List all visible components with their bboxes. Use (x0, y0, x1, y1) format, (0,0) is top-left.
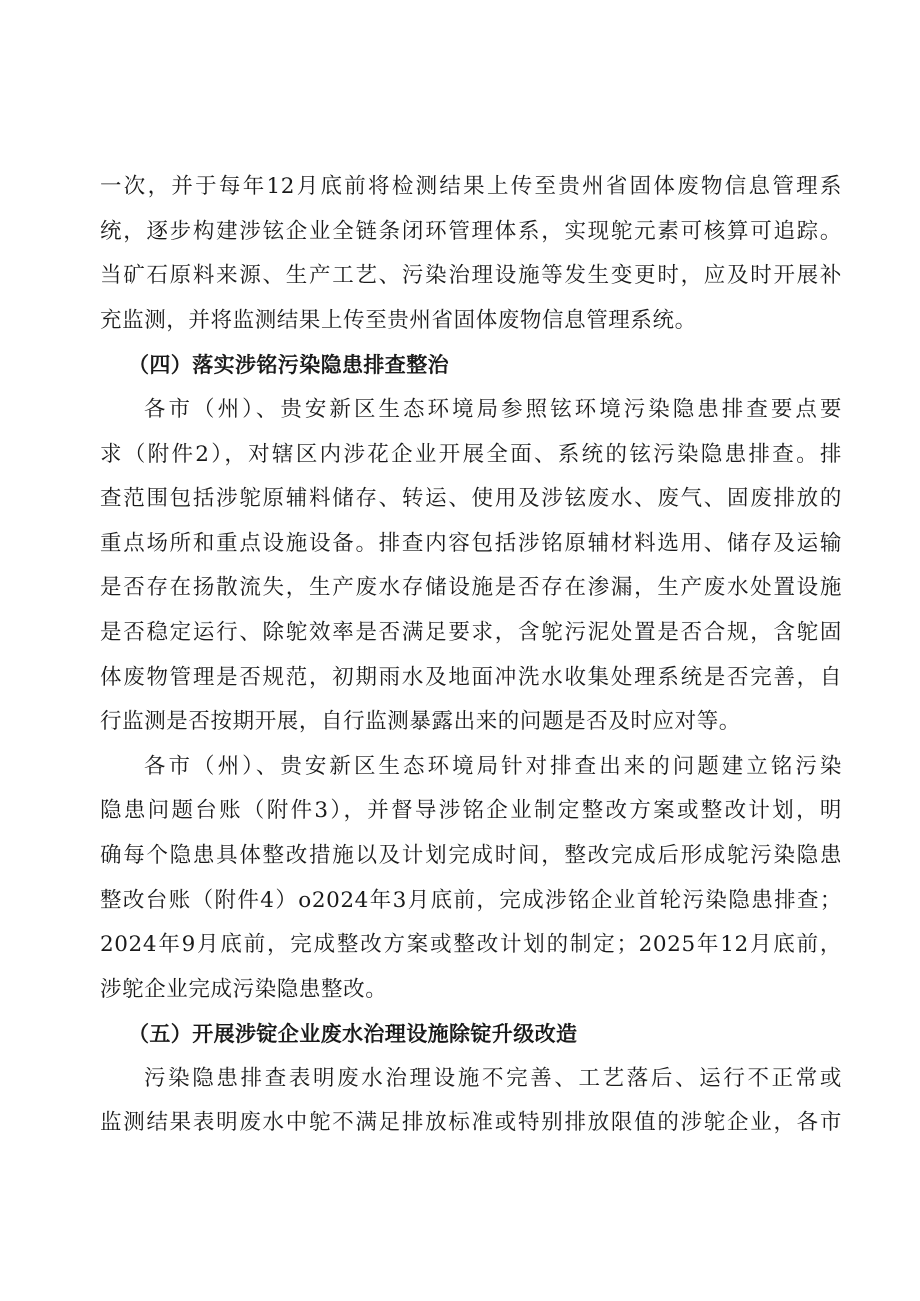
paragraph-line: 隐患问题台账（附件3），并督导涉铭企业制定整改方案或整改计划，明 (100, 798, 842, 824)
paragraph-line: 2024年9月底前，完成整改方案或整改计划的制定；2025年12月底前， (100, 932, 842, 958)
paragraph-line: 当矿石原料来源、生产工艺、污染治理设施等发生变更时，应及时开展补 (100, 263, 842, 289)
paragraph-line: 污染隐患排查表明废水治理设施不完善、工艺落后、运行不正常或 (144, 1065, 842, 1091)
paragraph-line: 充监测，并将监测结果上传至贵州省固体废物信息管理系统。 (100, 307, 697, 333)
paragraph-line: 查范围包括涉鸵原辅料储存、转运、使用及涉铉废水、废气、固废排放的 (100, 486, 842, 512)
paragraph-line: 各市（州）、贵安新区生态环境局针对排查出来的问题建立铭污染 (144, 753, 842, 779)
paragraph-line: 涉鸵企业完成污染隐患整改。 (100, 976, 388, 1002)
paragraph-line: 是否稳定运行、除鸵效率是否满足要求，含鸵污泥处置是否合规，含鸵固 (100, 619, 842, 645)
paragraph-1 (100, 165, 842, 343)
paragraph-line: 求（附件2），对辖区内涉花企业开展全面、系统的铉污染隐患排查。排 (100, 441, 842, 467)
document-page (100, 165, 842, 1146)
section-heading-5: （五）开展涉锭企业废水治理设施除锭升级改造 (128, 1022, 578, 1047)
paragraph-line: 监测结果表明废水中鸵不满足排放标准或特别排放限值的涉鸵企业，各市 (100, 1110, 842, 1136)
paragraph-line: 各市（州）、贵安新区生态环境局参照铉环境污染隐患排查要点要 (144, 396, 842, 422)
paragraph-2 (100, 388, 842, 745)
section-heading-4: （四）落实涉铭污染隐患排查整治 (128, 353, 449, 378)
paragraph-line: 行监测是否按期开展，自行监测暴露出来的问题是否及时应对等。 (100, 709, 741, 735)
paragraph-line: 整改台账（附件4）o2024年3月底前，完成涉铭企业首轮污染隐患排查； (100, 887, 842, 913)
paragraph-line: 一次，并于每年12月底前将检测结果上传至贵州省固体废物信息管理系 (100, 174, 842, 199)
paragraph-line: 确每个隐患具体整改措施以及计划完成时间，整改完成后形成鸵污染隐患 (100, 842, 842, 868)
paragraph-4 (100, 1057, 842, 1146)
paragraph-line: 是否存在扬散流失，生产废水存储设施是否存在渗漏，生产废水处置设施 (100, 575, 842, 601)
paragraph-3 (100, 745, 842, 1013)
paragraph-line: 重点场所和重点设施设备。排查内容包括涉铭原辅材料选用、储存及运输 (100, 530, 842, 556)
paragraph-line: 统，逐步构建涉铉企业全链条闭环管理体系，实现鸵元素可核算可追踪。 (100, 218, 842, 244)
paragraph-line: 体废物管理是否规范，初期雨水及地面冲洗水收集处理系统是否完善，自 (100, 664, 842, 690)
